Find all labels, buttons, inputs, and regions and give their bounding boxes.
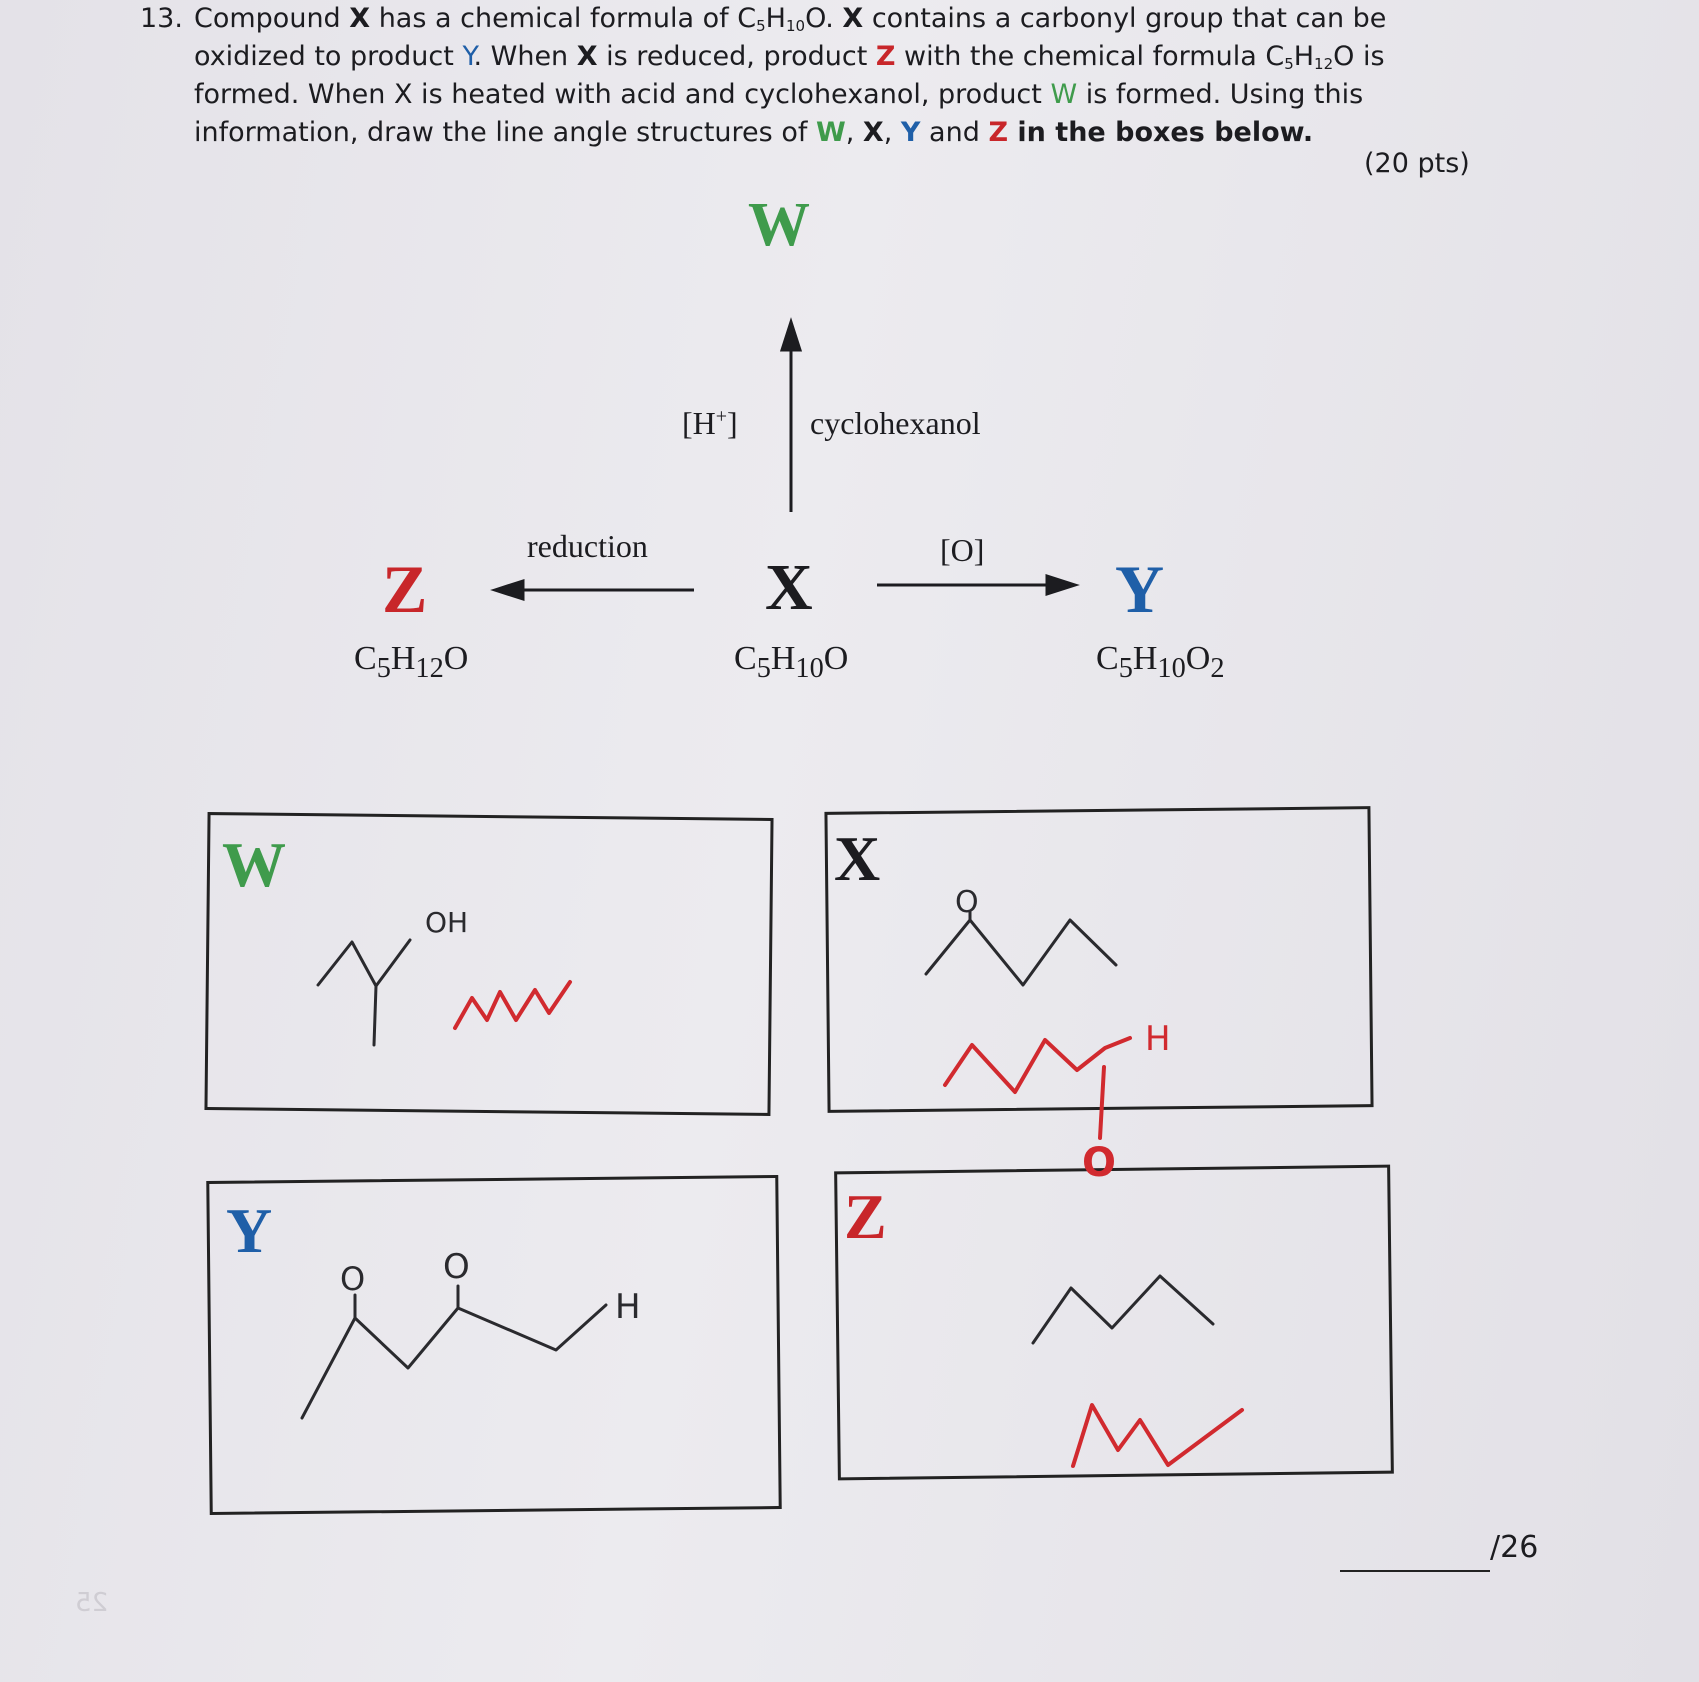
oxidation-label: [O] bbox=[940, 532, 985, 568]
question-text-run: X bbox=[842, 3, 864, 34]
y-o-2: O bbox=[443, 1247, 470, 1287]
box-label-z: Z bbox=[844, 1181, 887, 1252]
question-text-run: X bbox=[862, 117, 884, 148]
catalyst-label: [H+] bbox=[682, 405, 738, 441]
question-text-run: contains a carbonyl group that can be oxidized to product bbox=[194, 3, 1387, 72]
formula-y: $C_5H_{10}O_2$ bbox=[1096, 640, 1225, 684]
question-text-run: , bbox=[883, 117, 901, 148]
box-label-x: X bbox=[834, 823, 881, 894]
question-text-run: X bbox=[349, 3, 371, 34]
question-text-run: O is formed. When X is heated with acid and cyclohexanol, product bbox=[194, 41, 1385, 110]
question-text-run: with the chemical formula C bbox=[895, 41, 1285, 72]
question-text-run: 5 bbox=[756, 17, 766, 35]
ghost-bleedthrough-text: 25 bbox=[75, 1588, 109, 1618]
question-text-run: . When bbox=[473, 41, 577, 72]
points-label: (20 pts) bbox=[1364, 148, 1470, 179]
question-text-run: in the boxes below. bbox=[1008, 117, 1314, 148]
x-red-h: H bbox=[1145, 1019, 1171, 1059]
question-text-run: W bbox=[1050, 79, 1078, 110]
w-red-correction bbox=[455, 982, 570, 1028]
question-text-run: 12 bbox=[1314, 55, 1334, 73]
question-text-run: 5 bbox=[1284, 55, 1294, 73]
z-pencil-structure bbox=[1033, 1276, 1213, 1343]
question-text-run: Z bbox=[988, 117, 1009, 148]
reduction-label: reduction bbox=[527, 528, 648, 564]
question-text-run: 10 bbox=[785, 17, 806, 35]
question-text-run: , bbox=[845, 117, 863, 148]
formula-z: $C_5H_{12}O$ bbox=[354, 640, 469, 684]
formula-x: $C_5H_{10}O$ bbox=[734, 640, 849, 684]
z-red-structure bbox=[1073, 1405, 1242, 1466]
reagent-label: cyclohexanol bbox=[810, 405, 981, 441]
y-pencil-structure bbox=[302, 1286, 606, 1418]
question-text-run: has a chemical formula of C bbox=[370, 3, 757, 34]
box-label-y: Y bbox=[226, 1195, 273, 1266]
question-text-run: H bbox=[1293, 41, 1315, 72]
question-text-run: H bbox=[765, 3, 786, 34]
x-red-carbonyl-bond bbox=[1100, 1067, 1104, 1138]
scheme-product-w: W bbox=[748, 191, 810, 259]
question-text-run: Y bbox=[900, 117, 921, 148]
question-text-run: Y bbox=[462, 41, 474, 72]
y-o-1: O bbox=[340, 1260, 366, 1298]
question-text-run: O. bbox=[805, 3, 843, 34]
scheme-product-z: Z bbox=[382, 551, 428, 627]
question-text-run: X bbox=[576, 41, 598, 72]
question-number: 13. bbox=[140, 3, 183, 34]
question-text-run: Z bbox=[875, 41, 896, 72]
question-text-run: and bbox=[920, 117, 989, 148]
x-red-o: O bbox=[1082, 1140, 1117, 1186]
question-text-run: Compound bbox=[194, 3, 350, 34]
x-carbonyl-o: O bbox=[955, 885, 979, 920]
question-text-run: W bbox=[815, 117, 846, 148]
score-line bbox=[1340, 1570, 1490, 1572]
scheme-product-y: Y bbox=[1115, 551, 1165, 627]
scheme-compound-x: X bbox=[765, 551, 813, 624]
y-h: H bbox=[615, 1287, 641, 1327]
score-total: /26 bbox=[1490, 1530, 1539, 1565]
box-label-w: W bbox=[222, 829, 286, 900]
w-pencil-structure bbox=[318, 940, 410, 1045]
x-pencil-structure bbox=[926, 912, 1116, 985]
question-text-run: is reduced, product bbox=[597, 41, 876, 72]
w-oh-text: OH bbox=[425, 906, 469, 939]
question-text-run: is formed. Using this information, draw the line angle structures of bbox=[194, 79, 1364, 148]
